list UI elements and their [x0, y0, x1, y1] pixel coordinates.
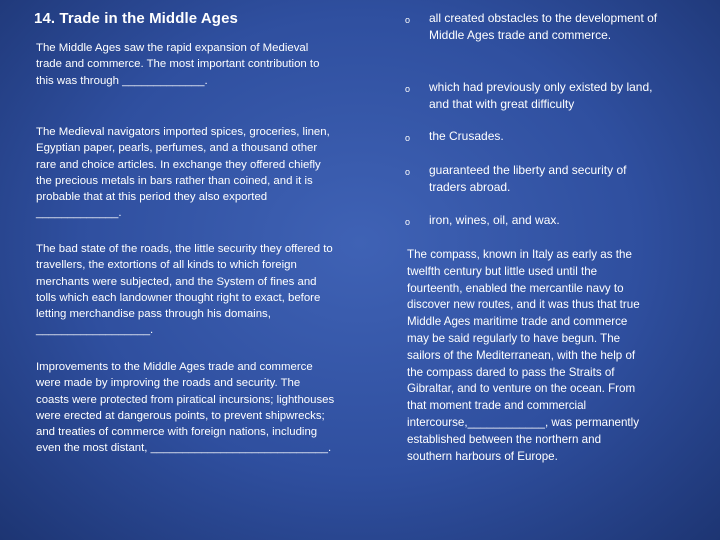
answer-option	[405, 162, 660, 195]
paragraph-improvements: Improvements to the Middle Ages trade and commerce were made by improving the roads and security. The coasts were protected from piratical incursions; lighthouses were erected at dangerous points, to prevent shipwrecks; and treaties of commerce with foreign nations, including even the most distant, ____________________________.	[36, 361, 335, 455]
bullet-icon: o	[405, 133, 411, 143]
answer-option	[405, 10, 660, 43]
paragraph-compass: The compass, known in Italy as early as the twelfth century but little used until the fourteenth, enabled the mercantile navy to discover new routes, and it was thus that true Middle Ages maritime trade and commerce may be said regularly to have begun. The sailors of the Mediterranean, with the help of the compass dared to pass the Straits of Gibraltar, and to venture on the ocean. From that moment trade and commercial intercourse,____________, was permanently established between the northern and southern harbours of Europe.	[407, 248, 640, 463]
bullet-icon: o	[405, 217, 411, 227]
answer-option-text: guaranteed the liberty and security of traders abroad.	[429, 163, 627, 194]
answer-option-text: all created obstacles to the development of Middle Ages trade and commerce.	[429, 11, 658, 42]
paragraph-navigators: The Medieval navigators imported spices, groceries, linen, Egyptian paper, pearls, perfumes, and a thousand other rare and choice articles. In exchange they offered chiefly the precious metals in bars rather than coined, and it is probable that at this period they also exported _____________.	[36, 126, 330, 220]
answer-option-text: iron, wines, oil, and wax.	[429, 213, 560, 227]
answer-option-text: the Crusades.	[429, 129, 504, 143]
answer-option	[405, 79, 660, 112]
answer-option-text: which had previously only existed by land, and that with great difficulty	[429, 80, 653, 111]
bullet-icon: o	[405, 15, 411, 25]
answer-option	[405, 212, 660, 229]
paragraph-roads: The bad state of the roads, the little security they offered to travellers, the extortions of all kinds to which foreign merchants were subjected, and the System of fines and tolls which each landowner thought right to exact, before letting merchandise pass through his domains, __________________.	[36, 243, 333, 337]
bullet-icon: o	[405, 84, 411, 94]
answer-option	[405, 128, 660, 145]
paragraph-expansion: The Middle Ages saw the rapid expansion of Medieval trade and commerce. The most important contribution to this was through _____________.	[36, 42, 320, 87]
slide-title: 14. Trade in the Middle Ages	[34, 10, 238, 27]
bullet-icon: o	[405, 167, 411, 177]
